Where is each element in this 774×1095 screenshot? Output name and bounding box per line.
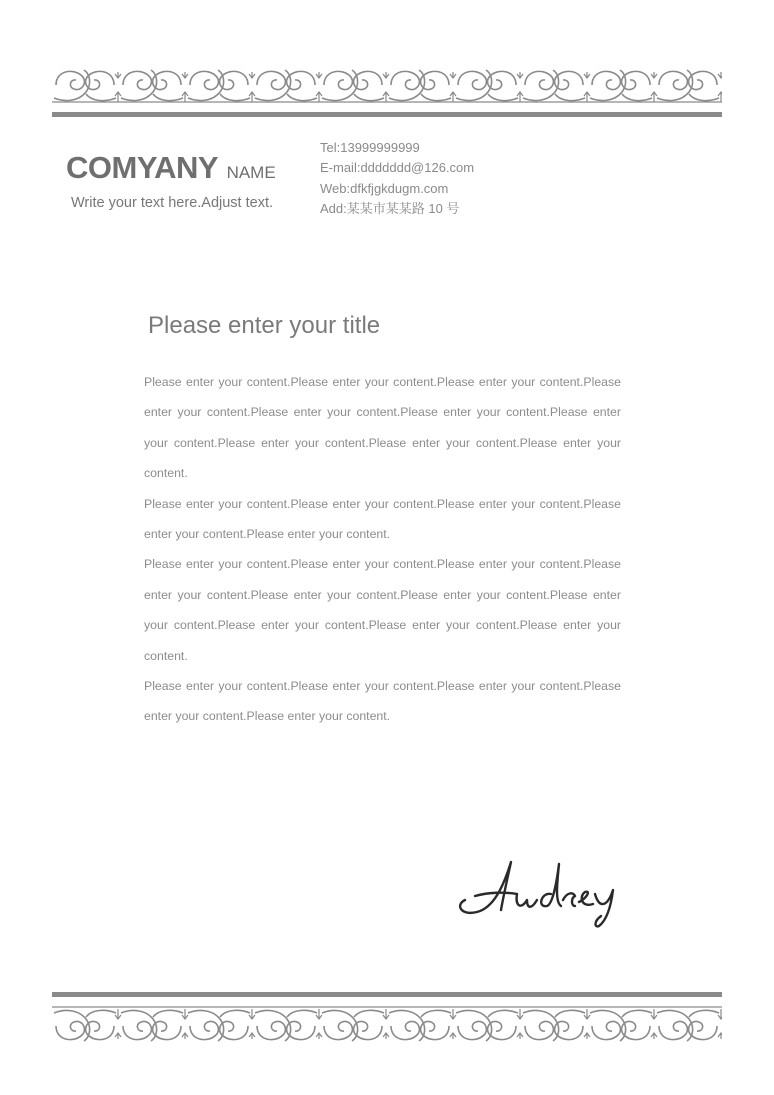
- contact-block: [320, 138, 474, 219]
- top-ornamental-border: [52, 62, 722, 108]
- body-paragraph: Please enter your content.Please enter your content.Please enter your content.Please enter your content.Please enter your content.: [144, 679, 621, 724]
- contact-email: E-mail:ddddddd@126.com: [320, 160, 475, 176]
- letter-body: [144, 367, 621, 732]
- top-divider-rule: [52, 112, 722, 117]
- company-name: COMYANY: [66, 150, 219, 185]
- contact-address: Add:某某市某某路 10 号: [320, 200, 460, 216]
- body-paragraph: Please enter your content.Please enter your content.Please enter your content.Please enter your content.Please enter your content.Please enter your content.Please enter your content.Please enter your content.Please enter your content.Please enter your content.: [144, 375, 621, 481]
- contact-tel: Tel:13999999999: [320, 140, 420, 155]
- body-paragraph: Please enter your content.Please enter your content.Please enter your content.Please enter your content.Please enter your content.Please enter your content.Please enter your content.Please enter your content.Please enter your content.Please enter your content.: [144, 557, 621, 663]
- company-name-suffix: NAME: [226, 163, 276, 182]
- bottom-ornamental-border: [52, 1003, 722, 1049]
- body-paragraph: Please enter your content.Please enter your content.Please enter your content.Please enter your content.Please enter your content.: [144, 496, 621, 542]
- handwritten-signature: [455, 850, 665, 930]
- bottom-divider-rule: [52, 992, 722, 997]
- company-heading: [66, 150, 276, 186]
- letter-title: Please enter your title: [148, 312, 381, 339]
- company-tagline: Write your text here.Adjust text.: [71, 195, 274, 211]
- contact-web: Web:dfkfjgkdugm.com: [320, 180, 449, 196]
